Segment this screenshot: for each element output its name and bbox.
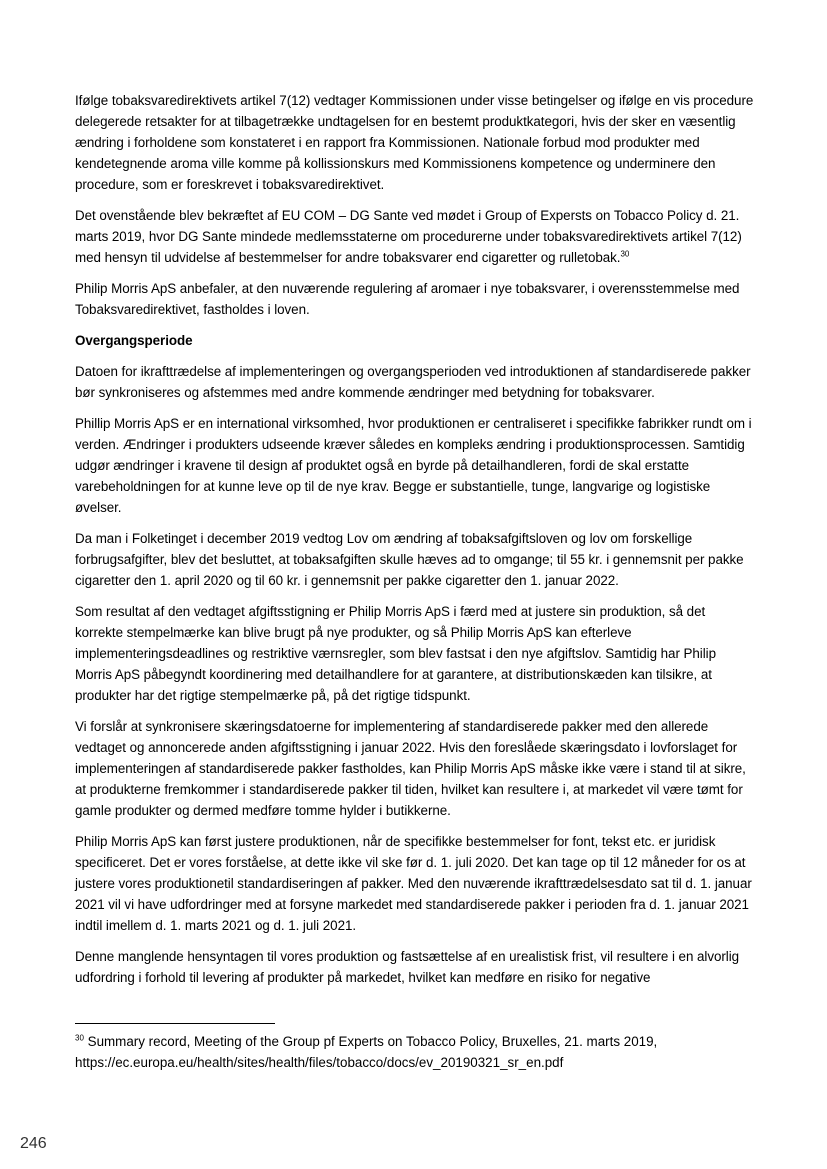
paragraph-recommendation: Philip Morris ApS anbefaler, at den nuværende regulering af aromaer i nye tobaksvarer, i overensstemmelse med Tobaksvaredirektivet, fastholdes i loven.	[75, 281, 740, 317]
paragraph-dg-sante-text: Det ovenstående blev bekræftet af EU COM – DG Sante ved mødet i Group of Expersts on Tobacco Policy d. 21. marts 2019, hvor DG Sante mindede medlemsstaterne om procedurerne under tobaksvaredirektivets artikel 7(12) med hensyn til udvidelse af bestemmelser for andre tobaksvarer end cigaretter og rulletobak.	[75, 208, 742, 265]
paragraph-entry-date: Datoen for ikrafttrædelse af implementeringen og overgangsperioden ved introduktionen af standardiserede pakker bør synkroniseres og afstemmes med andre kommende ændringer med betydning for tobaksvarer.	[75, 364, 751, 400]
footnote-number: 30	[75, 1033, 84, 1043]
paragraph-tax-law: Da man i Folketinget i december 2019 vedtog Lov om ændring af tobaksafgiftsloven og lov om forskellige forbrugsafgifter, blev det besluttet, at tobaksafgiften skulle hæves ad to omgange; til 55 kr. i gennemsnit per pakke cigaretter den 1. april 2020 og til 60 kr. i gennemsnit per pakke cigaretter den 1. januar 2022.	[75, 531, 744, 588]
paragraph-dg-sante	[75, 205, 755, 268]
section-heading: Overgangsperiode	[75, 333, 193, 348]
footnote-reference: 30	[620, 249, 630, 259]
footnote-text: Summary record, Meeting of the Group pf Experts on Tobacco Policy, Bruxelles, 21. marts 2019, https://ec.europa.eu/health/sites/health/files/tobacco/docs/ev_20190321_sr_en.pdf	[75, 1034, 658, 1070]
page-number: 246	[20, 1135, 47, 1152]
paragraph-article-7-12: Ifølge tobaksvaredirektivets artikel 7(12) vedtager Kommissionen under visse betingelser og ifølge en vis procedure delegerede retsakter for at tilbagetrække undtagelsen for en bestemt produktkategori, hvis der sker en væsentlig ændring i forholdene som konstateret i en rapport fra Kommissionen. Nationale forbud mod produkter med kendetegnende aroma ville komme på kollissionskurs med Kommissionens kompetence og underminere den procedure, som er foreskrevet i tobaksvaredirektivet.	[75, 93, 754, 192]
footnote-divider	[75, 1023, 275, 1024]
paragraph-consequence: Denne manglende hensyntagen til vores produktion og fastsættelse af en urealistisk frist, vil resultere i en alvorlig udfordring i forhold til levering af produkter på markedet, hvilket kan medføre en risiko for negative	[75, 949, 740, 985]
paragraph-synchronize: Vi forslår at synkronisere skæringsdatoerne for implementering af standardiserede pakker med den allerede vedtaget og annoncerede anden afgiftsstigning i januar 2022. Hvis den foreslåede skæringsdato i lovforslaget for implementeringen af standardiserede pakker fastholdes, kan Philip Morris ApS måske ikke være i stand til at sikre, at produkterne fremkommer i standardiserede pakker til tiden, hvilket kan resultere i, at markedet vil være tømt for gamle produkter og dermed medføre tomme hylder i butikkerne.	[75, 719, 746, 818]
paragraph-tax-increase: Som resultat af den vedtaget afgiftsstigning er Philip Morris ApS i færd med at justere sin produktion, så det korrekte stempelmærke kan blive brugt på nye produkter, og så Philip Morris ApS kan efterleve implementeringsdeadlines og restriktive værnsregler, som blev fastsat i den nye afgiftslov. Samtidig har Philip Morris ApS påbegyndt koordinering med detailhandlere for at garantere, at distributionskæden kan tilsikre, at produkter har det rigtige stempelmærke på, på det rigtige tidspunkt.	[75, 604, 716, 703]
footnote	[75, 1031, 765, 1073]
paragraph-production: Phillip Morris ApS er en international virksomhed, hvor produktionen er centraliseret i specifikke fabrikker rundt om i verden. Ændringer i produkters udseende kræver således en kompleks ændring i produktionsprocessen. Samtidig udgør ændringer i kravene til design af produktet også en byrde på detailhandleren, fordi de skal erstatte varebeholdningen for at kunne leve op til de nye krav. Begge er substantielle, tunge, langvarige og logistiske øvelser.	[75, 416, 752, 515]
paragraph-timeline: Philip Morris ApS kan først justere produktionen, når de specifikke bestemmelser for font, tekst etc. er juridisk specificeret. Det er vores forståelse, at dette ikke vil ske før d. 1. juli 2020. Det kan tage op til 12 måneder for os at justere vores produktionetil standardiseringen af pakker. Med den nuværende ikrafttrædelsesdato sat til d. 1. januar 2021 vil vi have udfordringer med at forsyne markedet med standardiserede pakker i perioden fra d. 1. januar 2021 indtil imellem d. 1. marts 2021 og d. 1. juli 2021.	[75, 834, 752, 933]
document-body	[75, 90, 755, 998]
